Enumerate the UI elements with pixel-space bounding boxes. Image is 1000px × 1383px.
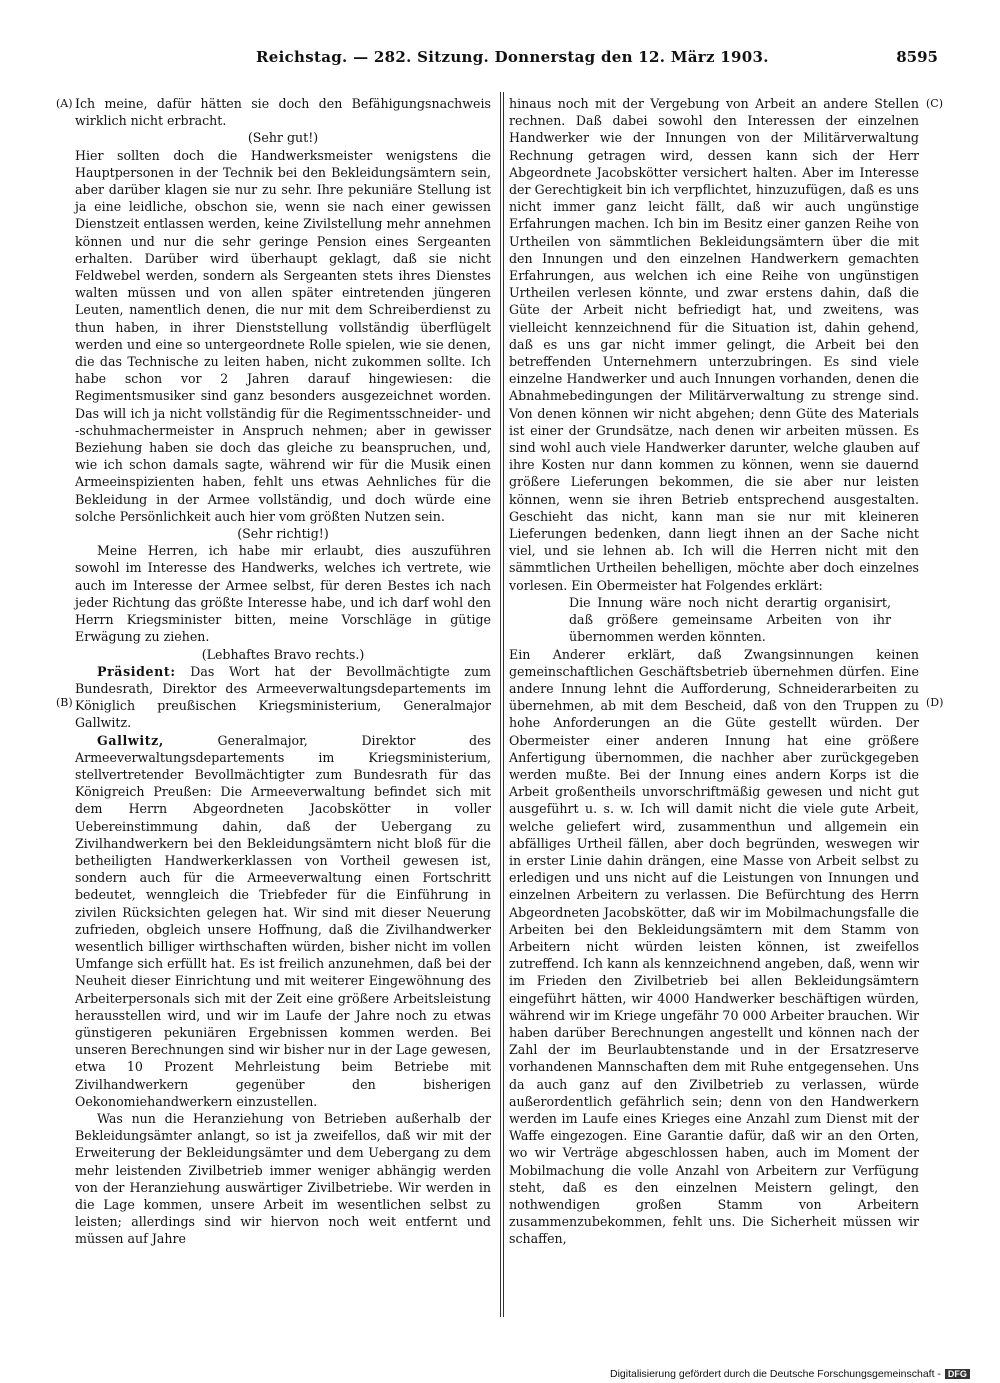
- paragraph: Was nun die Heranziehung von Betrieben außerhalb der Bekleidungsämter anlangt, so ist ja zweifellos, daß wir mit der Erweiterung der Bekleidungsämter und dem Uebergang zu dem mehr leistenden Zivilbetrieb immer weniger abhängig werden von der Heranziehung auswärtiger Zivilbetriebe. Wir werden in die Lage kommen, unsere Arbeit im wesentlichen selbst zu leisten; allerdings sind wir hiervon noch weit entfernt und müssen auf Jahre: [75, 1110, 491, 1247]
- page-header: [58, 48, 938, 74]
- speech-president: [75, 663, 491, 732]
- interjection: (Sehr richtig!): [237, 526, 329, 542]
- margin-marker-c: (C): [926, 97, 943, 110]
- block-quote: Die Innung wäre noch nicht derartig organisirt, daß größere gemeinsame Arbeiten von ihr übernommen werden könnten.: [569, 594, 891, 645]
- right-column: [509, 95, 919, 1315]
- margin-marker-d: (D): [926, 696, 944, 709]
- speaker-name: Gallwitz,: [97, 732, 164, 748]
- paragraph: hinaus noch mit der Vergebung von Arbeit an andere Stellen rechnen. Daß dabei sowohl den Interessen der einzelnen Handwerker wie der Innungen von der Militärverwaltung Rechnung getragen wird, dessen kann sich der Herr Abgeordnete Jacobskötter versichert halten. Aber im Interesse der Gerechtigkeit bin ich verpflichtet, hinzuzufügen, daß es uns nicht immer ganz leicht fällt, daß wir auch ungünstige Erfahrungen machen. Ich bin im Besitz einer ganzen Reihe von Urtheilen von sämmtlichen Bekleidungsämtern über die mit den Innungen und den einzelnen Handwerkern gemachten Erfahrungen, aus welchen ich eine Reihe von ungünstigen Urtheilen verlesen könnte, und zwar erstens dahin, daß die Güte der Arbeit nicht befriedigt hat, und zweitens, was vielleicht kennzeichnend für die Situation ist, dahin gehend, daß es uns gar nicht immer gelingt, die Arbeit bei den betreffenden Unternehmern unterzubringen. Es sind viele einzelne Handwerker und auch Innungen vorhanden, denen die Abnahmebedingungen der Militärverwaltung zu strenge sind. Von denen können wir nicht abgehen; denn Güte des Materials ist einer der Grundsätze, nach denen wir arbeiten müssen. Es sind wohl auch viele Handwerker darunter, welche glauben auf ihre Kosten nur dann kommen zu können, wenn sie dauernd größere Lieferungen bekommen, die sie aber nur leisten können, wenn sie ihren Betrieb entsprechend ausgestalten. Geschieht das nicht, kann man sie nur mit kleineren Lieferungen bedenken, dann liegt ihnen an der Sache nicht viel, und sie lehnen ab. Ich will die Herren nicht mit den sämmtlichen Urtheilen behelligen, möchte aber doch einzelnes vorlesen. Ein Obermeister hat Folgendes erklärt:: [509, 96, 919, 593]
- paragraph: Hier sollten doch die Handwerksmeister wenigstens die Hauptpersonen in der Technik bei den Bekleidungsämtern sein, aber darüber klagen sie nur zu sehr. Ihre pekuniäre Stellung ist ja eine leidliche, obschon sie, wenn sie nach einer gewissen Dienstzeit entlassen werden, keine Zivilstellung mehr annehmen können und nur die sehr geringe Pension eines Sergeanten erhalten. Darüber wird überhaupt geklagt, daß sie nicht Feldwebel werden, sondern als Sergeanten stets ihres Dienstes walten müssen und von allen später eintretenden jüngeren Leuten, namentlich denen, die nur mit dem Schreiberdienst zu thun haben, in ihrer Dienststellung vollständig überflügelt werden und eine so untergeordnete Rolle spielen, wie sie denen, die das Technische zu leiten haben, nicht zukommen sollte. Ich habe schon vor 2 Jahren darauf hingewiesen: die Regimentsmusiker sind ganz besonders ausgezeichnet worden. Das will ich ja nicht vollständig für die Regimentsschneider- und -schuhmachermeister in Anspruch nehmen; aber in gewisser Beziehung haben sie doch das gleiche zu beanspruchen, und, wie ich schon damals sagte, während wir für die Musik einen Armeeinspizienten haben, fehlt uns etwas Aehnliches für die Bekleidung in der Armee vollständig, und doch würde eine solche Persönlichkeit auch hier vom größten Nutzen sein.: [75, 147, 491, 524]
- paragraph: Meine Herren, ich habe mir erlaubt, dies auszuführen sowohl im Interesse des Handwerks, welches ich vertrete, wie auch im Interesse der Armee selbst, für deren Bestes ich nach jeder Richtung das größte Interesse habe, und ich darf wohl den Herrn Kriegsminister bitten, meine Vorschläge in gütige Erwägung zu ziehen.: [75, 543, 491, 645]
- running-head: Reichstag. — 282. Sitzung. Donnerstag den 12. März 1903.: [256, 48, 769, 66]
- paragraph: Ein Anderer erklärt, daß Zwangsinnungen keinen gemeinschaftlichen Geschäftsbetrieb übernehmen dürfen. Eine andere Innung lehnt die Aufforderung, Schneiderarbeiten zu übernehmen, ab mit dem Bescheid, daß von den Truppen zu hohe Anforderungen an die Güte gestellt würden. Der Obermeister einer anderen Innung hat eine größere Anfertigung übernommen, die nachher aber zurückgegeben werden mußte. Bei der Innung eines andern Korps ist die Arbeit großentheils unvorschriftmäßig gewesen und nicht gut ausgeführt u. s. w. Ich will damit nicht die viele gute Arbeit, welche geliefert wird, zusammenthun und allgemein ein abfälliges Urtheil fällen, aber doch begründen, weswegen wir in erster Linie dahin drängen, eine Masse von Arbeit selbst zu erledigen und uns nicht auf die Leistungen von Innungen und einzelnen Arbeitern zu verlassen. Die Befürchtung des Herrn Abgeordneten Jacobskötter, daß wir im Mobilmachungsfalle die Arbeiten bei den Bekleidungsämtern mit dem Stamm von Arbeitern nicht würden leisten können, ist zweifellos zutreffend. Ich kann als kennzeichnend angeben, daß, wenn wir im Frieden den Zivilbetrieb bei allen Bekleidungsämtern eingeführt hätten, wir 4000 Handwerker beschäftigen würden, während wir im Kriege ungefähr 70 000 Arbeiter brauchen. Wir haben darüber Berechnungen angestellt und können nach der Zahl der im Beurlaubtenstande und in der Ersatzreserve vorhandenen Mannschaften dem mit Ruhe entgegensehen. Uns da auch ganz auf den Zivilbetrieb zu verlassen, würde außerordentlich gefährlich sein; denn von den Handwerkern werden im Laufe eines Krieges eine Anzahl zum Dienst mit der Waffe eingezogen. Eine Garantie dafür, daß wir an den Orten, wo wir Verträge abgeschlossen haben, auch im Moment der Mobilmachung die volle Anzahl von Arbeitern zur Verfügung steht, daß es den einzelnen Meistern gelingt, den nothwendigen großen Stamm von Arbeitern zusammenzubekommen, fehlt uns. Die Sicherheit müssen wir schaffen,: [509, 646, 919, 1247]
- left-column: [75, 95, 491, 1315]
- dfg-logo: DFG: [945, 1369, 970, 1379]
- page-number: 8595: [896, 48, 938, 66]
- interjection: (Sehr gut!): [247, 130, 319, 146]
- speaker-name: Präsident:: [97, 663, 176, 679]
- speech-gallwitz: [75, 732, 491, 1110]
- paragraph: Ich meine, dafür hätten sie doch den Befähigungsnachweis wirklich nicht erbracht.: [75, 96, 491, 129]
- column-divider-second: [503, 92, 504, 1317]
- margin-marker-a: (A): [56, 97, 73, 110]
- footer-credit: Digitalisierung gefördert durch die Deutsche Forschungsgemeinschaft -: [610, 1368, 941, 1380]
- margin-marker-b: (B): [56, 696, 73, 709]
- speech-text: Generalmajor, Direktor des Armeeverwaltungsdepartements im Kriegsministerium, stellvertretender Bevollmächtigter zum Bundesrath für das Königreich Preußen: Die Armeeverwaltung befindet sich mit dem Herrn Abgeordneten Jacobskötter in voller Uebereinstimmung dahin, daß der Uebergang zu Zivilhandwerkern bei den Bekleidungsämtern nicht bloß für die betheiligten Handwerkerklassen von Vortheil gewesen ist, sondern auch für die Armeeverwaltung einen Fortschritt bedeutet, wenngleich die Triebfeder für die Einführung in zivilen Rücksichten gelegen hat. Wir sind mit dieser Neuerung zufrieden, obgleich unsere Hoffnung, daß die Zivilhandwerker wesentlich billiger wirthschaften würden, bisher nicht im vollen Umfange sich erfüllt hat. Es ist freilich anzunehmen, daß bei der Neuheit dieser Einrichtung und mit weiterer Eingewöhnung des Arbeiterpersonals sich mit der Zeit eine größere Arbeitsleistung herausstellen wird, und wir im Laufe der Jahre noch zu etwas günstigeren pekuniären Ergebnissen kommen werden. Bei unseren Berechnungen sind wir bisher nur in der Lage gewesen, etwa 10 Prozent Mehrleistung beim Betriebe mit Zivilhandwerkern gegenüber den bisherigen Oekonomiehandwerkern einzustellen.: [75, 732, 491, 1109]
- speech-text: Das Wort hat der Bevollmächtigte zum Bundesrath, Direktor des Armeeverwaltungsdepartements im Königlich preußischen Kriegsministerium, Generalmajor Gallwitz.: [75, 663, 491, 731]
- footer: [610, 1368, 970, 1380]
- interjection: (Lebhaftes Bravo rechts.): [201, 646, 365, 662]
- column-divider: [500, 92, 501, 1317]
